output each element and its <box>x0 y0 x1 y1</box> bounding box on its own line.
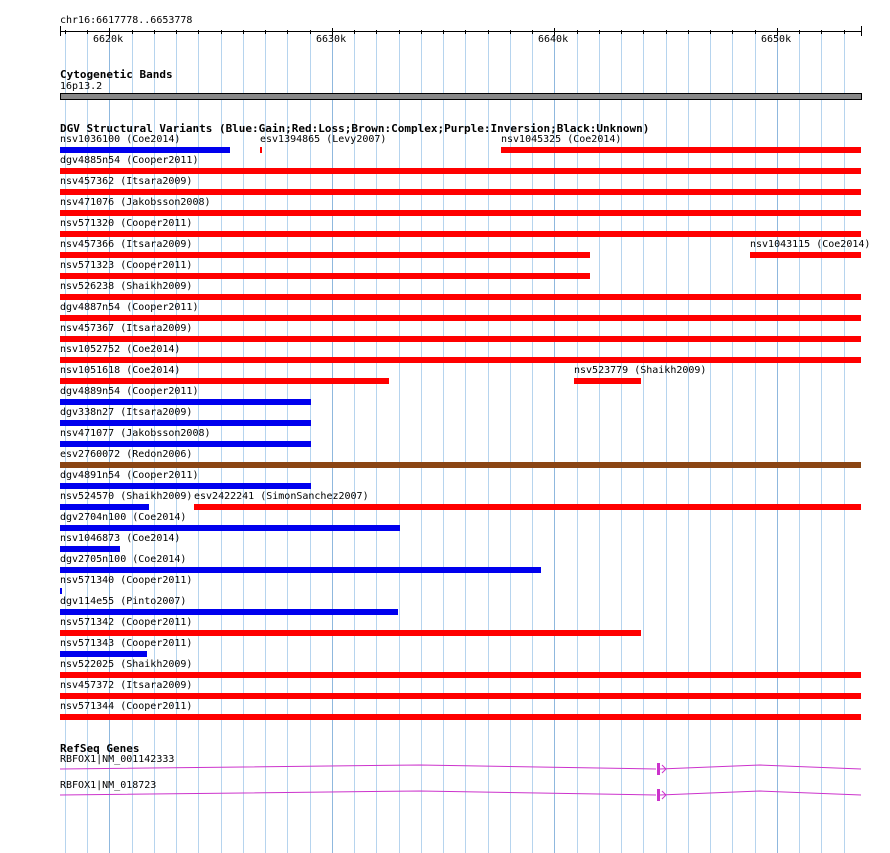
dgv-feature-bar[interactable] <box>60 504 149 510</box>
grid-line <box>688 30 689 853</box>
refseq-gene-label: RBFOX1|NM_001142333 <box>60 754 175 765</box>
ruler-tick-label: 6650k <box>761 34 792 45</box>
ruler-tick-label: 6630k <box>316 34 347 45</box>
ruler-tick <box>399 30 400 34</box>
cytoband-bar[interactable] <box>60 93 862 100</box>
dgv-feature-label: nsv571344 (Cooper2011) <box>60 701 193 712</box>
ruler-tick <box>643 30 644 34</box>
ruler-tick-label: 6620k <box>93 34 124 45</box>
grid-line <box>844 30 845 853</box>
dgv-feature-label: nsv1052752 (Coe2014) <box>60 344 181 355</box>
ruler-tick <box>243 30 244 34</box>
dgv-feature-bar[interactable] <box>60 399 311 405</box>
dgv-feature-label: nsv523779 (Shaikh2009) <box>574 365 707 376</box>
ruler-tick <box>354 30 355 34</box>
dgv-feature-bar[interactable] <box>501 147 861 153</box>
ruler-tick <box>732 30 733 34</box>
dgv-feature-label: nsv1051618 (Coe2014) <box>60 365 181 376</box>
dgv-feature-label: nsv471077 (Jakobsson2008) <box>60 428 211 439</box>
grid-line <box>799 30 800 853</box>
ruler-tick <box>510 30 511 34</box>
grid-line <box>666 30 667 853</box>
dgv-feature-label: nsv571342 (Cooper2011) <box>60 617 193 628</box>
grid-line <box>399 30 400 853</box>
dgv-feature-bar[interactable] <box>60 147 230 153</box>
region-label: chr16:6617778..6653778 <box>60 15 193 26</box>
dgv-feature-label: nsv522025 (Shaikh2009) <box>60 659 193 670</box>
dgv-feature-label: nsv457362 (Itsara2009) <box>60 176 193 187</box>
grid-line <box>755 30 756 853</box>
ruler-tick <box>310 30 311 34</box>
ruler-tick <box>821 30 822 34</box>
dgv-feature-bar[interactable] <box>260 147 262 153</box>
dgv-feature-bar[interactable] <box>60 231 861 237</box>
refseq-intron-line <box>60 765 861 769</box>
dgv-feature-label: dgv4891n54 (Cooper2011) <box>60 470 199 481</box>
grid-line <box>621 30 622 853</box>
grid-line <box>777 30 778 853</box>
ruler-tick <box>799 30 800 34</box>
grid-line <box>376 30 377 853</box>
dgv-feature-label: nsv457372 (Itsara2009) <box>60 680 193 691</box>
ruler-tick-label: 6640k <box>538 34 569 45</box>
ruler-tick <box>755 30 756 34</box>
ruler-tick <box>287 30 288 34</box>
grid-line <box>488 30 489 853</box>
refseq-exon <box>657 789 660 801</box>
grid-line <box>332 30 333 853</box>
ruler-start-cap <box>60 26 61 36</box>
grid-line <box>732 30 733 853</box>
dgv-feature-label: dgv2705n100 (Coe2014) <box>60 554 187 565</box>
dgv-feature-label: dgv4887n54 (Cooper2011) <box>60 302 199 313</box>
dgv-feature-label: esv2760072 (Redon2006) <box>60 449 193 460</box>
ruler-tick <box>666 30 667 34</box>
dgv-feature-label: nsv571340 (Cooper2011) <box>60 575 193 586</box>
dgv-feature-bar[interactable] <box>194 504 861 510</box>
dgv-feature-label: dgv4885n54 (Cooper2011) <box>60 155 199 166</box>
ruler-tick <box>710 30 711 34</box>
ruler-tick <box>621 30 622 34</box>
refseq-gene-model[interactable] <box>60 788 870 802</box>
ruler-tick <box>488 30 489 34</box>
dgv-feature-bar[interactable] <box>60 483 311 489</box>
dgv-feature-bar[interactable] <box>60 336 861 342</box>
ruler-tick <box>221 30 222 34</box>
dgv-feature-label: nsv457367 (Itsara2009) <box>60 323 193 334</box>
ruler-tick <box>443 30 444 34</box>
dgv-feature-bar[interactable] <box>60 378 389 384</box>
ruler-axis <box>60 31 862 32</box>
dgv-feature-bar[interactable] <box>60 420 311 426</box>
dgv-feature-bar[interactable] <box>60 651 147 657</box>
ruler-tick <box>65 30 66 34</box>
dgv-feature-bar[interactable] <box>60 672 861 678</box>
dgv-feature-bar[interactable] <box>750 252 861 258</box>
dgv-feature-bar[interactable] <box>60 588 62 594</box>
grid-line <box>599 30 600 853</box>
dgv-feature-bar[interactable] <box>60 252 590 258</box>
dgv-feature-bar[interactable] <box>60 294 861 300</box>
grid-line <box>421 30 422 853</box>
cytoband-track-title[interactable]: Cytogenetic Bands <box>60 68 173 81</box>
dgv-feature-bar[interactable] <box>60 210 861 216</box>
grid-line <box>710 30 711 853</box>
ruler-tick <box>421 30 422 34</box>
ruler-tick <box>465 30 466 34</box>
grid-line <box>532 30 533 853</box>
ruler-tick <box>132 30 133 34</box>
dgv-feature-bar[interactable] <box>60 189 861 195</box>
dgv-feature-bar[interactable] <box>60 567 541 573</box>
dgv-feature-label: dgv2704n100 (Coe2014) <box>60 512 187 523</box>
ruler-tick <box>599 30 600 34</box>
ruler-tick <box>376 30 377 34</box>
refseq-exon <box>657 763 660 775</box>
ruler-tick <box>176 30 177 34</box>
dgv-feature-label: nsv457366 (Itsara2009) <box>60 239 193 250</box>
ruler-tick <box>87 30 88 34</box>
ruler-tick <box>265 30 266 34</box>
grid-line <box>443 30 444 853</box>
grid-line <box>821 30 822 853</box>
dgv-track-title[interactable]: DGV Structural Variants (Blue:Gain;Red:Loss;Brown:Complex;Purple:Inversion;Black:Unknown) <box>60 122 650 135</box>
dgv-feature-label: nsv571343 (Cooper2011) <box>60 638 193 649</box>
dgv-feature-bar[interactable] <box>60 462 861 468</box>
dgv-feature-bar[interactable] <box>60 546 120 552</box>
dgv-feature-label: esv2422241 (SimonSanchez2007) <box>194 491 369 502</box>
dgv-feature-label: nsv1043115 (Coe2014) <box>750 239 871 250</box>
dgv-feature-bar[interactable] <box>574 378 641 384</box>
dgv-feature-bar[interactable] <box>60 693 861 699</box>
dgv-feature-label: nsv526238 (Shaikh2009) <box>60 281 193 292</box>
refseq-gene-label: RBFOX1|NM_018723 <box>60 780 157 791</box>
dgv-feature-bar[interactable] <box>60 714 861 720</box>
cytoband-label: 16p13.2 <box>60 81 103 92</box>
ruler-end-cap <box>861 26 862 36</box>
refseq-track-title[interactable]: RefSeq Genes <box>60 742 140 755</box>
grid-line <box>577 30 578 853</box>
dgv-feature-label: nsv1046873 (Coe2014) <box>60 533 181 544</box>
ruler-tick <box>198 30 199 34</box>
dgv-feature-label: nsv571323 (Cooper2011) <box>60 260 193 271</box>
ruler-tick <box>154 30 155 34</box>
ruler-tick <box>577 30 578 34</box>
dgv-feature-label: nsv1045325 (Coe2014) <box>501 134 622 145</box>
dgv-feature-label: nsv524570 (Shaikh2009) <box>60 491 193 502</box>
dgv-feature-label: nsv571320 (Cooper2011) <box>60 218 193 229</box>
grid-line <box>643 30 644 853</box>
grid-line <box>465 30 466 853</box>
dgv-feature-bar[interactable] <box>60 441 311 447</box>
dgv-feature-bar[interactable] <box>60 357 861 363</box>
grid-line <box>510 30 511 853</box>
refseq-intron-line <box>60 791 861 795</box>
grid-line <box>554 30 555 853</box>
dgv-feature-bar[interactable] <box>60 315 861 321</box>
dgv-feature-label: dgv338n27 (Itsara2009) <box>60 407 193 418</box>
dgv-feature-label: nsv1036100 (Coe2014) <box>60 134 181 145</box>
dgv-feature-label: nsv471076 (Jakobsson2008) <box>60 197 211 208</box>
ruler-tick <box>844 30 845 34</box>
ruler-tick <box>688 30 689 34</box>
dgv-feature-bar[interactable] <box>60 273 590 279</box>
dgv-feature-label: esv1394865 (Levy2007) <box>260 134 387 145</box>
ruler-tick <box>532 30 533 34</box>
dgv-feature-bar[interactable] <box>60 525 400 531</box>
dgv-feature-label: dgv114e55 (Pinto2007) <box>60 596 187 607</box>
dgv-feature-bar[interactable] <box>60 630 641 636</box>
refseq-gene-model[interactable] <box>60 762 870 776</box>
dgv-feature-bar[interactable] <box>60 168 861 174</box>
dgv-feature-bar[interactable] <box>60 609 398 615</box>
grid-line <box>354 30 355 853</box>
dgv-feature-label: dgv4889n54 (Cooper2011) <box>60 386 199 397</box>
